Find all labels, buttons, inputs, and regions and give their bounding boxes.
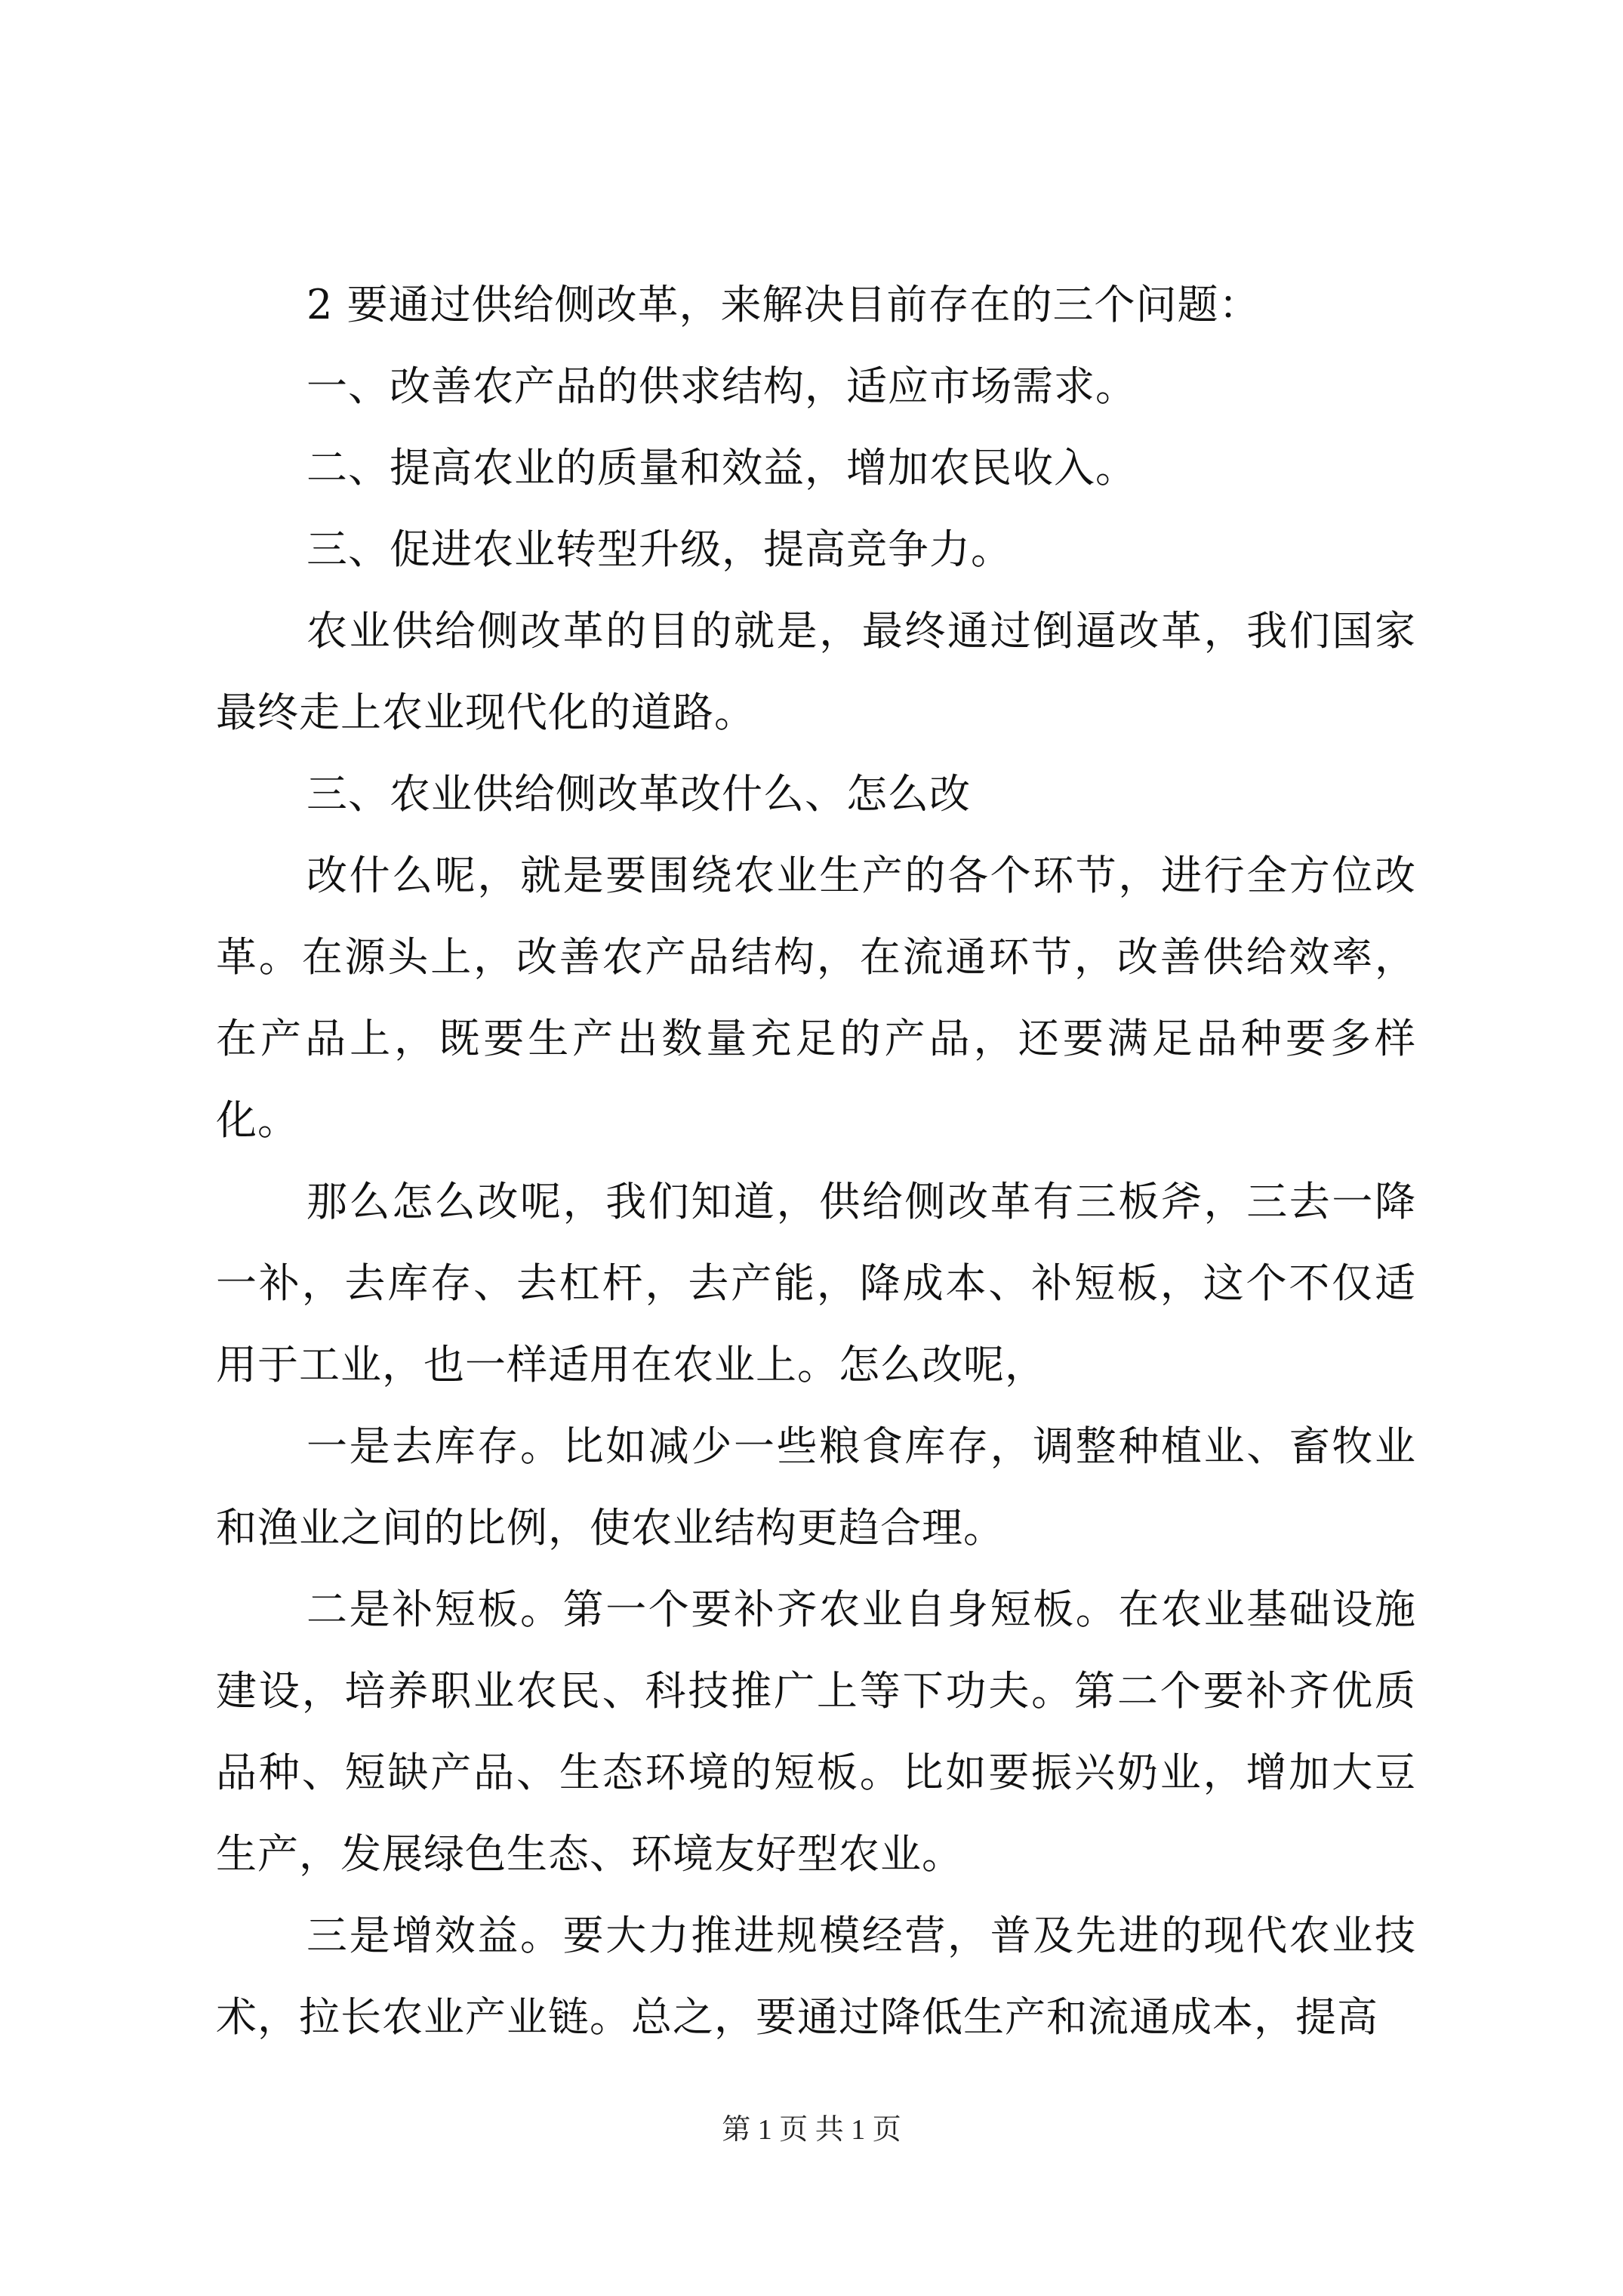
section-heading: 三、农业供给侧改革改什么、怎么改 [306,770,971,818]
paragraph-fill-shortfalls: 二是补短板。第一个要补齐农业自身短板。在农业基础设施建设，培养职业农民、科技推广上等下功夫。第二个要补齐优质品种、短缺产品、生态环境的短板。比如要振兴奶业，增加大豆生产，发展绿色生态、环境友好型农业。 [216,1586,1416,1878]
paragraph-item-2: 二、提高农业的质量和效益，增加农民收入。 [306,444,1137,492]
page-footer: 第 1 页 共 1 页 [722,2114,901,2146]
paragraph-increase-efficiency: 三是增效益。要大力推进规模经营，普及先进的现代农业技术，拉长农业产业链。总之，要通过降低生产和流通成本，提高 [216,1912,1416,2041]
paragraph-how-to-reform: 那么怎么改呢，我们知道，供给侧改革有三板斧，三去一降一补，去库存、去杠杆，去产能，降成本、补短板，这个不仅适用于工业，也一样适用在农业上。怎么改呢， [216,1178,1416,1388]
document-body [216,264,1416,2058]
paragraph-what-to-reform: 改什么呢，就是要围绕农业生产的各个环节，进行全方位改革。在源头上，改善农产品结构，在流通环节，改善供给效率，在产品上，既要生产出数量充足的产品，还要满足品种要多样化。 [216,852,1416,1144]
paragraph-item-3: 三、促进农业转型升级，提高竞争力。 [306,525,1012,573]
paragraph-intro: 2 要通过供给侧改革，来解决目前存在的三个问题： [306,281,1261,328]
paragraph-purpose: 农业供给侧改革的目的就是，最终通过倒逼改革，我们国家最终走上农业现代化的道路。 [216,607,1416,736]
paragraph-reduce-inventory: 一是去库存。比如减少一些粮食库存，调整种植业、畜牧业和渔业之间的比例，使农业结构更趋合理。 [216,1422,1416,1552]
paragraph-item-1: 一、改善农产品的供求结构，适应市场需求。 [306,362,1137,410]
